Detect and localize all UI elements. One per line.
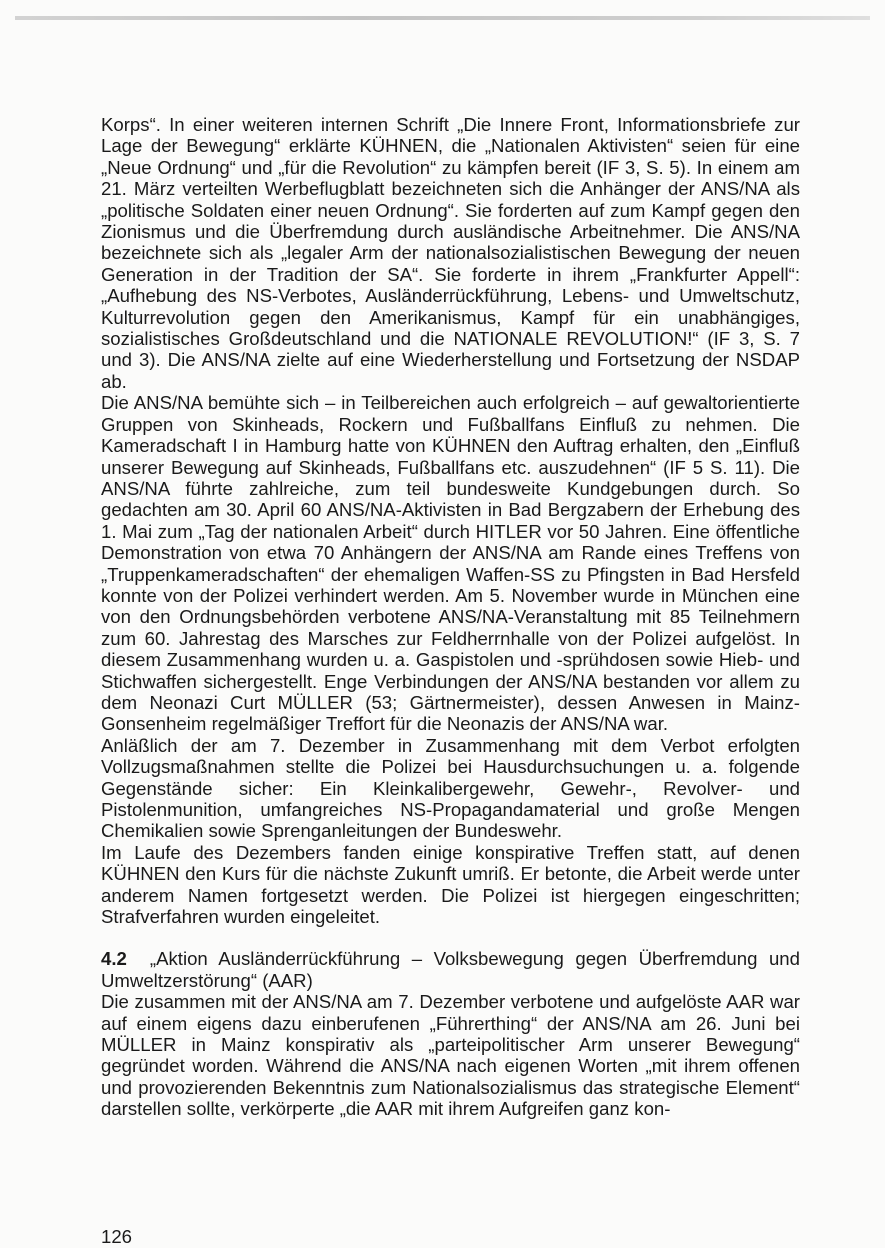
- section-gap: [101, 927, 800, 948]
- section-number: 4.2: [101, 948, 127, 970]
- section-title: „Aktion Ausländerrückführung – Volksbewegung gegen Überfremdung und Umweltzerstörung“ (AAR): [101, 948, 800, 991]
- paragraph-1: Korps“. In einer weiteren internen Schrift „Die Innere Front, Informationsbriefe zur Lage der Bewegung“ erklärte KÜHNEN, die „Nationalen Aktivisten“ seien für eine „Neue Ordnung“ und „für die Revolution“ zu kämpfen bereit (IF 3, S. 5). In einem am 21. März verteilten Werbeflugblatt bezeichneten sich die Anhänger der ANS/NA als „politische Soldaten einer neuen Ordnung“. Sie forderten auf zum Kampf gegen den Zionismus und die Überfremdung durch ausländische Arbeitnehmer. Die ANS/NA bezeichnete sich als „legaler Arm der nationalsozialistischen Bewegung der neuen Generation in der Tradition der SA“. Sie forderte in ihrem „Frankfurter Appell“: „Aufhebung des NS-Verbotes, Ausländerrückführung, Lebens- und Umweltschutz, Kulturrevolution gegen den Amerikanismus, Kampf für ein unabhängiges, sozialistisches Großdeutschland und die NATIONALE REVOLUTION!“ (IF 3, S. 7 und 3). Die ANS/NA zielte auf eine Wiederherstellung und Fortsetzung der NSDAP ab.: [101, 114, 800, 392]
- paragraph-4: Im Laufe des Dezembers fanden einige konspirative Treffen statt, auf denen KÜHNEN den Kurs für die nächste Zukunft umriß. Er betonte, die Arbeit werde unter anderem Namen fortgesetzt werden. Die Polizei ist hiergegen eingeschritten; Strafverfahren wurden eingeleitet.: [101, 841, 800, 928]
- body-text: [101, 114, 800, 1120]
- section-body: Die zusammen mit der ANS/NA am 7. Dezember verbotene und aufgelöste AAR war auf einem eigens dazu einberufenen „Führerthing“ der ANS/NA am 26. Juni bei MÜLLER in Mainz konspirativ als „parteipolitischer Arm unserer Bewegung“ gegründet worden. Während die ANS/NA nach eigenen Worten „mit ihrem offenen und provozierenden Bekenntnis zum Nationalsozialismus das strategische Element“ darstellen sollte, verkörperte „die AAR mit ihrem Aufgreifen ganz kon-: [101, 991, 800, 1120]
- paragraph-2: Die ANS/NA bemühte sich – in Teilbereichen auch erfolgreich – auf gewaltorientierte Gruppen von Skinheads, Rockern und Fußballfans Einfluß zu nehmen. Die Kameradschaft I in Hamburg hatte von KÜHNEN den Auftrag erhalten, den „Einfluß unserer Bewegung auf Skinheads, Fußballfans etc. auszudehnen“ (IF 5 S. 11). Die ANS/NA führte zahlreiche, zum teil bundesweite Kundgebungen durch. So gedachten am 30. April 60 ANS/NA-Aktivisten in Bad Bergzabern der Erhebung des 1. Mai zum „Tag der nationalen Arbeit“ durch HITLER vor 50 Jahren. Eine öffentliche Demonstration von etwa 70 Anhängern der ANS/NA am Rande eines Treffens von „Truppenkameradschaften“ der ehemaligen Waffen-SS zu Pfingsten in Bad Hersfeld konnte von der Polizei verhindert werden. Am 5. November wurde in München eine von den Ordnungsbehörden verbotene ANS/NA-Veranstaltung mit 85 Teilnehmern zum 60. Jahrestag des Marsches zur Feldherrnhalle von der Polizei aufgelöst. In diesem Zusammenhang wurden u. a. Gaspistolen und -sprühdosen sowie Hieb- und Stichwaffen sichergestellt. Enge Verbindungen der ANS/NA bestanden vor allem zu dem Neonazi Curt MÜLLER (53; Gärtnermeister), dessen Anwesen in Mainz-Gonsenheim regelmäßiger Treffort für die Neonazis der ANS/NA war.: [101, 392, 800, 735]
- paragraph-3: Anläßlich der am 7. Dezember in Zusammenhang mit dem Verbot erfolgten Vollzugsmaßnahmen stellte die Polizei bei Hausdurchsuchungen u. a. folgende Gegenstände sicher: Ein Kleinkalibergewehr, Gewehr-, Revolver- und Pistolenmunition, umfangreiches NS-Propagandamaterial und große Mengen Chemikalien sowie Sprenganleitungen der Bundeswehr.: [101, 734, 800, 842]
- page-number: 126: [101, 1226, 133, 1247]
- section-heading: [101, 948, 800, 991]
- top-rule: [15, 16, 870, 20]
